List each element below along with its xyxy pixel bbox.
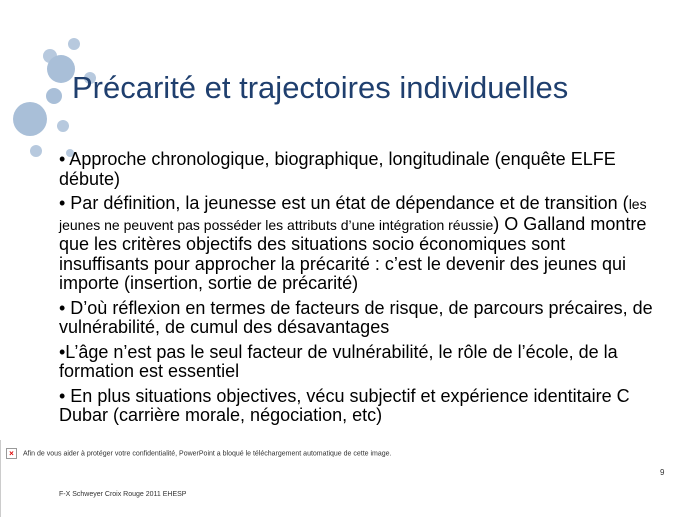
- image-frame-border: [0, 440, 1, 517]
- footer-text: F-X Schweyer Croix Rouge 2011 EHESP: [59, 491, 187, 498]
- bullet-4: •L’âge n’est pas le seul facteur de vulnérabilité, le rôle de l’école, de la formation est essentiel: [59, 341, 618, 381]
- slide-body: [59, 150, 659, 431]
- bullet-1: • Approche chronologique, biographique, longitudinale (enquête ELFE débute): [59, 149, 616, 189]
- bubble: [47, 55, 75, 83]
- bubble: [46, 88, 62, 104]
- bullet-2-part-a: • Par définition, la jeunesse est un état de dépendance et de transition (: [59, 193, 629, 213]
- bubble: [68, 38, 80, 50]
- bubble: [13, 102, 47, 136]
- slide-title: Précarité et trajectoires individuelles: [72, 70, 569, 105]
- broken-image-icon: ×: [6, 448, 17, 459]
- bullet-3: • D’où réflexion en termes de facteurs de risque, de parcours précaires, de vulnérabilité, de cumul des désavantages: [59, 297, 653, 337]
- bullet-2-small: les jeunes ne peuvent pas posséder les attributs d’une intégration réussie: [59, 196, 647, 233]
- bubble: [57, 120, 69, 132]
- bullet-2-part-b: ) O Galland montre que les critères objectifs des situations socio économiques sont insuffisants pour approcher la précarité : c’est le devenir des jeunes qui importe (insertion, sortie de précarité): [59, 213, 647, 293]
- page-number: 9: [660, 468, 665, 477]
- blocked-image-notice: [6, 448, 686, 459]
- notice-text: Afin de vous aider à protéger votre confidentialité, PowerPoint a bloqué le téléchargement automatique de cette image.: [23, 450, 392, 458]
- bullet-5: • En plus situations objectives, vécu subjectif et expérience identitaire C Dubar (carrière morale, négociation, etc): [59, 385, 630, 425]
- bullet-2: [59, 194, 659, 294]
- bubble: [30, 145, 42, 157]
